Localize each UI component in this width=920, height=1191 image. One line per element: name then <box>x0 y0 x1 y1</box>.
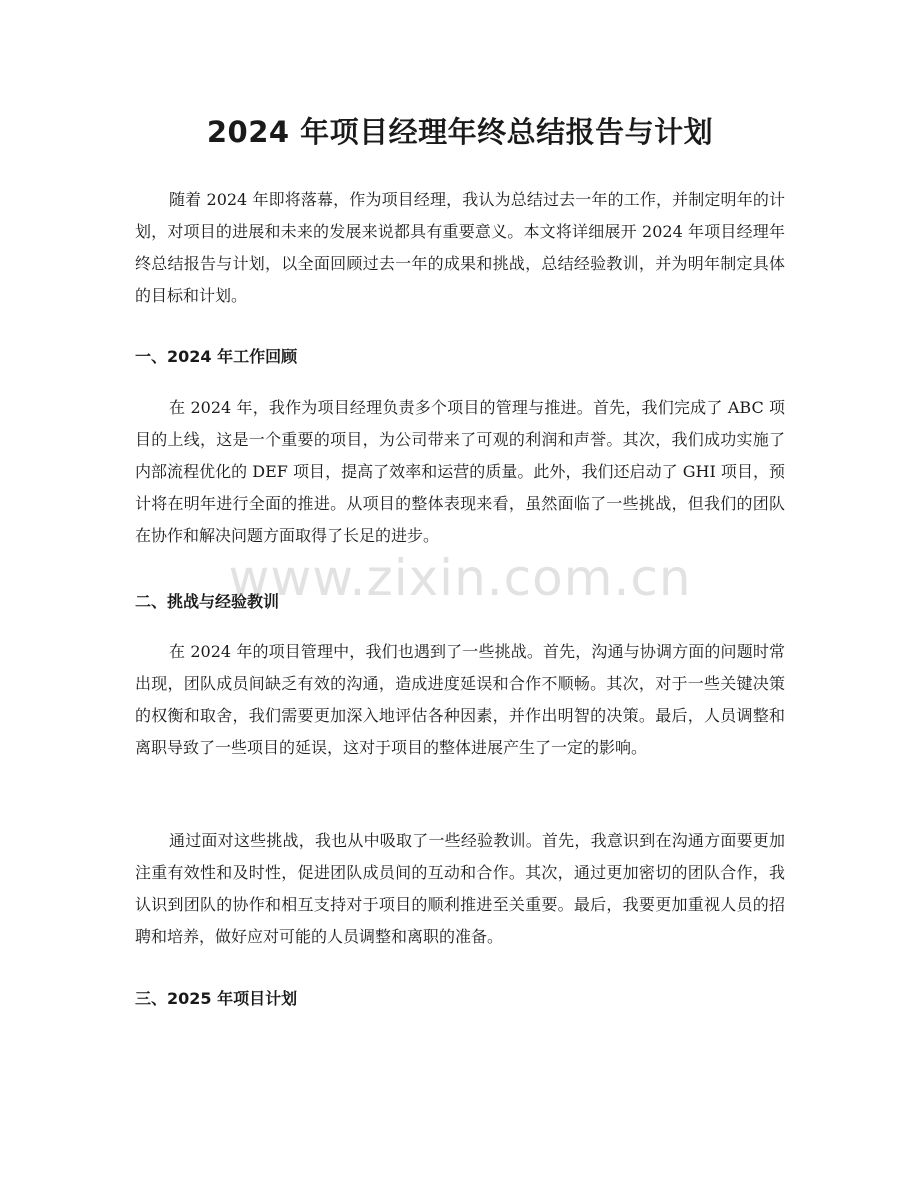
document-title: 2024 年项目经理年终总结报告与计划 <box>206 115 714 149</box>
section-heading-challenges: 二、挑战与经验教训 <box>135 592 280 611</box>
section-heading-work-review: 一、2024 年工作回顾 <box>135 347 298 366</box>
section-heading-2025-plan: 三、2025 年项目计划 <box>135 989 298 1008</box>
intro-paragraph: 随着 2024 年即将落幕，作为项目经理，我认为总结过去一年的工作，并制定明年的计划，对项目的进展和未来的发展来说都具有重要意义。本文将详细展开 2024 年项目经理年终总结报告与计划，以全面回顾过去一年的成果和挑战，总结经验教训，并为明年制定具体的目标和计划。 <box>135 190 785 305</box>
lessons-paragraph: 通过面对这些挑战，我也从中吸取了一些经验教训。首先，我意识到在沟通方面要更加注重有效性和及时性，促进团队成员间的互动和合作。其次，通过更加密切的团队合作，我认识到团队的协作和相互支持对于项目的顺利推进至关重要。最后，我要更加重视人员的招聘和培养，做好应对可能的人员调整和离职的准备。 <box>135 831 785 946</box>
watermark: www.zixin.com.cn <box>228 549 692 607</box>
work-review-paragraph: 在 2024 年，我作为项目经理负责多个项目的管理与推进。首先，我们完成了 ABC 项目的上线，这是一个重要的项目，为公司带来了可观的利润和声誉。其次，我们成功实施了内部流程优化的 DEF 项目，提高了效率和运营的质量。此外，我们还启动了 GHI 项目，预计将在明年进行全面的推进。从项目的整体表现来看，虽然面临了一些挑战，但我们的团队在协作和解决问题方面取得了长足的进步。 <box>135 398 785 545</box>
challenges-paragraph: 在 2024 年的项目管理中，我们也遇到了一些挑战。首先，沟通与协调方面的问题时常出现，团队成员间缺乏有效的沟通，造成进度延误和合作不顺畅。其次，对于一些关键决策的权衡和取舍，我们需要更加深入地评估各种因素，并作出明智的决策。最后，人员调整和离职导致了一些项目的延误，这对于项目的整体进展产生了一定的影响。 <box>135 642 785 757</box>
